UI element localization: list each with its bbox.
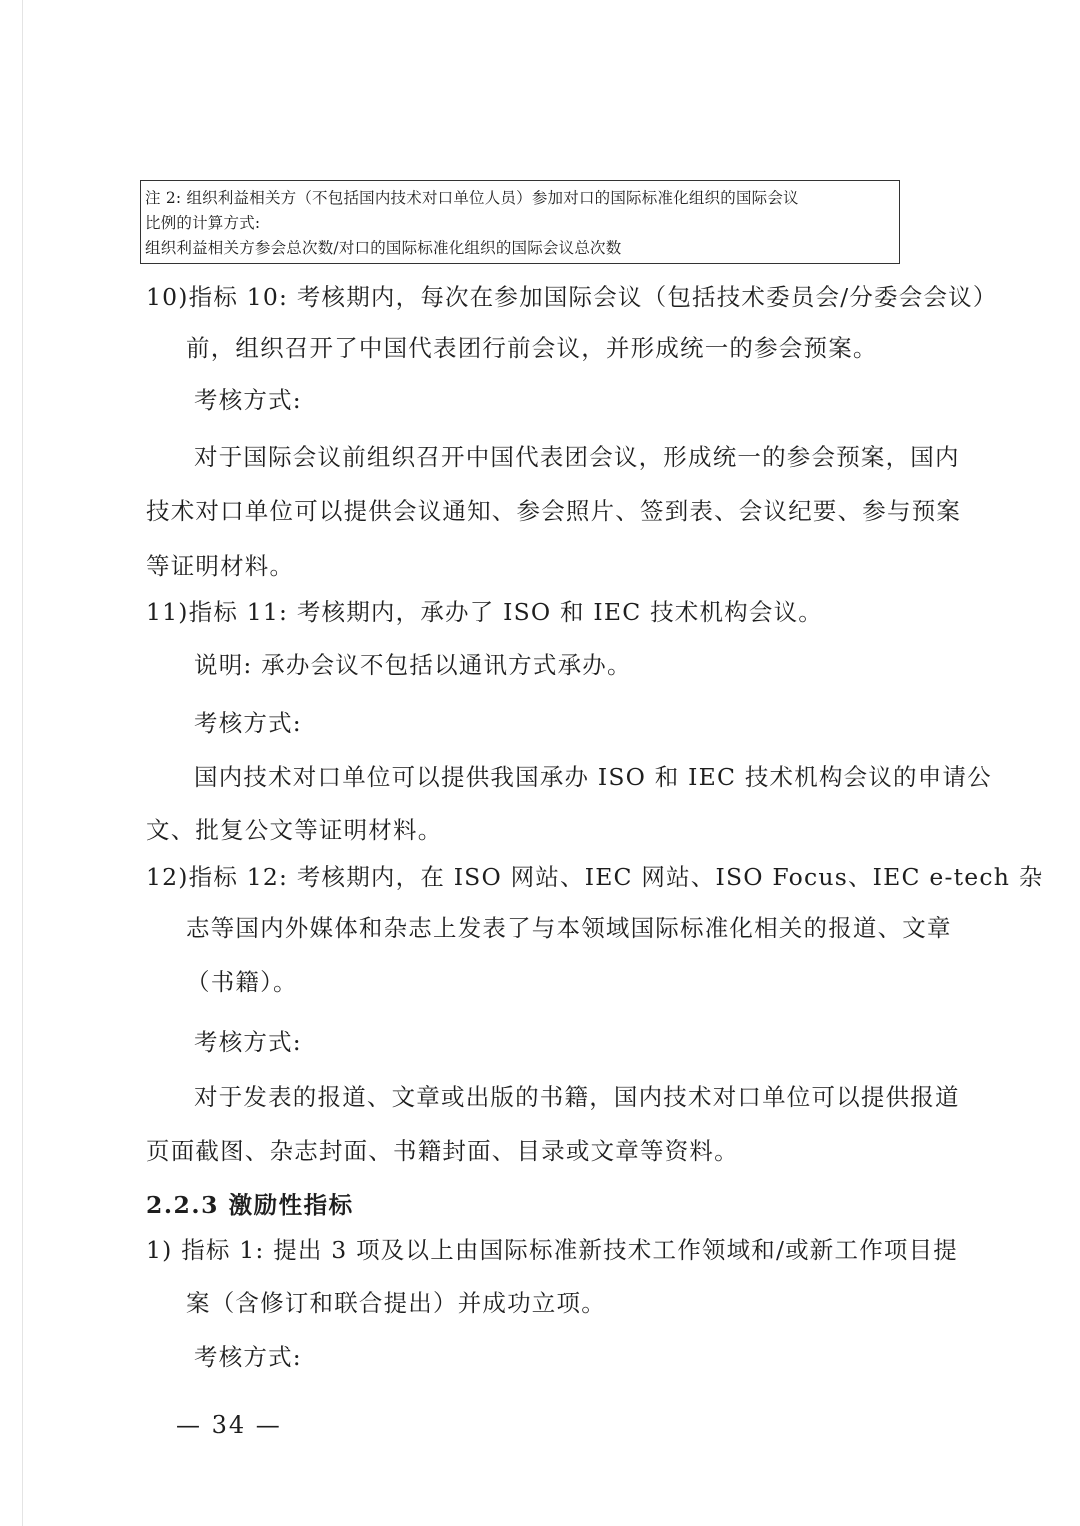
item-12-continuation: （书籍）。 xyxy=(186,968,298,996)
item-11-heading: 11)指标 11: 考核期内，承办了 ISO 和 IEC 技术机构会议。 xyxy=(146,598,823,626)
incentive-item-1-continuation: 案（含修订和联合提出）并成功立项。 xyxy=(186,1289,606,1317)
item-10-heading: 10)指标 10: 考核期内，每次在参加国际会议（包括技术委员会/分委会会议） xyxy=(146,283,998,311)
note-line-2: 比例的计算方式: xyxy=(145,214,261,232)
note-box xyxy=(140,180,900,264)
item-10-method-label: 考核方式: xyxy=(194,386,302,414)
item-11-method-label: 考核方式: xyxy=(194,709,302,737)
note-line-3: 组织利益相关方参会总次数/对口的国际标准化组织的国际会议总次数 xyxy=(145,239,622,257)
note-line-1: 注 2: 组织利益相关方（不包括国内技术对口单位人员）参加对口的国际标准化组织的国际会议 xyxy=(145,189,799,207)
section-heading: 2.2.3 激励性指标 xyxy=(146,1191,354,1219)
item-11-note: 说明: 承办会议不包括以通讯方式承办。 xyxy=(194,651,632,679)
item-11-method-text: 文、批复公文等证明材料。 xyxy=(146,816,443,844)
incentive-item-1-heading: 1) 指标 1: 提出 3 项及以上由国际标准新技术工作领域和/或新工作项目提 xyxy=(146,1236,959,1264)
item-11-method-text: 国内技术对口单位可以提供我国承办 ISO 和 IEC 技术机构会议的申请公 xyxy=(194,763,992,791)
item-10-method-text: 技术对口单位可以提供会议通知、参会照片、签到表、会议纪要、参与预案 xyxy=(146,497,962,525)
scan-edge-line xyxy=(22,0,23,1526)
item-10-method-text: 等证明材料。 xyxy=(146,552,295,580)
item-12-method-text: 页面截图、杂志封面、书籍封面、目录或文章等资料。 xyxy=(146,1137,739,1165)
item-12-method-text: 对于发表的报道、文章或出版的书籍，国内技术对口单位可以提供报道 xyxy=(194,1083,960,1111)
item-12-heading: 12)指标 12: 考核期内，在 ISO 网站、IEC 网站、ISO Focus、IEC e-tech 杂 xyxy=(146,863,1044,891)
page-number: — 34 — xyxy=(176,1411,282,1439)
item-12-continuation: 志等国内外媒体和杂志上发表了与本领域国际标准化相关的报道、文章 xyxy=(186,914,952,942)
incentive-item-1-method-label: 考核方式: xyxy=(194,1343,302,1371)
item-12-method-label: 考核方式: xyxy=(194,1028,302,1056)
item-10-continuation: 前，组织召开了中国代表团行前会议，并形成统一的参会预案。 xyxy=(186,334,878,362)
item-10-method-text: 对于国际会议前组织召开中国代表团会议，形成统一的参会预案，国内 xyxy=(194,443,960,471)
